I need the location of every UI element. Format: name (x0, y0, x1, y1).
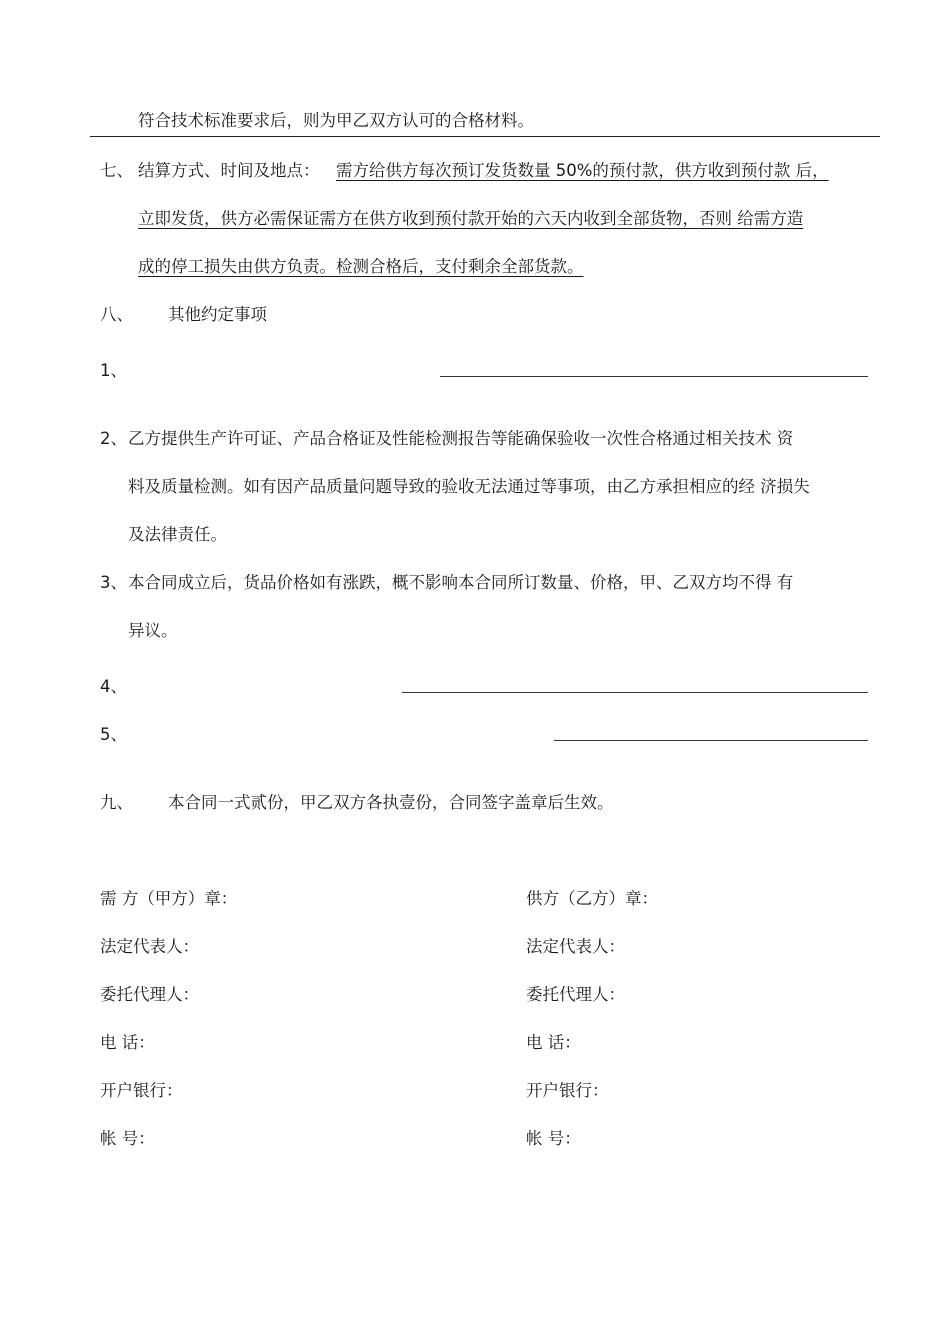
header-rule (90, 136, 880, 137)
party-b-phone: 电 话： (526, 1033, 581, 1052)
section8-num: 八、 (100, 305, 133, 324)
item3-line2: 异议。 (128, 621, 178, 640)
party-b-account: 帐 号： (526, 1129, 581, 1148)
item5-num: 5、 (100, 725, 127, 744)
item3-line1: 本合同成立后，货品价格如有涨跌，概不影响本合同所订数量、价格，甲、乙双方均不得 有 (128, 573, 794, 592)
item2-line1: 乙方提供生产许可证、产品合格证及性能检测报告等能确保验收一次性合格通过相关技术 资 (128, 429, 794, 448)
item2-num: 2、 (100, 429, 127, 448)
item1-num: 1、 (100, 361, 127, 380)
section7-line1: 需方给供方每次预订发货数量 50%的预付款，供方收到预付款 后， (336, 161, 829, 180)
item2-line2: 料及质量检测。如有因产品质量问题导致的验收无法通过等事项，由乙方承担相应的经 济损失 (128, 477, 810, 496)
item2-line3: 及法律责任。 (128, 525, 227, 544)
party-b-bank: 开户银行： (526, 1081, 609, 1100)
item3-num: 3、 (100, 573, 127, 592)
party-a-rep: 法定代表人： (100, 937, 199, 956)
party-a-seal: 需 方（甲方）章： (100, 889, 238, 908)
section7-num: 七、 (100, 161, 133, 180)
party-b-agent: 委托代理人： (526, 985, 625, 1004)
item4-blank (402, 692, 868, 693)
section9-text: 本合同一式贰份，甲乙双方各执壹份，合同签字盖章后生效。 (168, 793, 614, 812)
party-b-seal: 供方（乙方）章： (526, 889, 658, 908)
item1-blank (440, 376, 868, 377)
party-a-phone: 电 话： (100, 1033, 155, 1052)
section8-title: 其他约定事项 (168, 305, 267, 324)
party-a-account: 帐 号： (100, 1129, 155, 1148)
item5-blank (554, 740, 868, 741)
section7-line3: 成的停工损失由供方负责。检测合格后，支付剩余全部货款。 (138, 257, 584, 276)
party-a-bank: 开户银行： (100, 1081, 183, 1100)
carryover-text: 符合技术标准要求后，则为甲乙双方认可的合格材料。 (138, 111, 534, 130)
party-b-rep: 法定代表人： (526, 937, 625, 956)
item4-num: 4、 (100, 677, 127, 696)
party-a-agent: 委托代理人： (100, 985, 199, 1004)
section7-line2: 立即发货，供方必需保证需方在供方收到预付款开始的六天内收到全部货物，否则 给需方造 (138, 209, 804, 228)
section7-label: 结算方式、时间及地点： (138, 161, 320, 180)
section9-num: 九、 (100, 793, 133, 812)
